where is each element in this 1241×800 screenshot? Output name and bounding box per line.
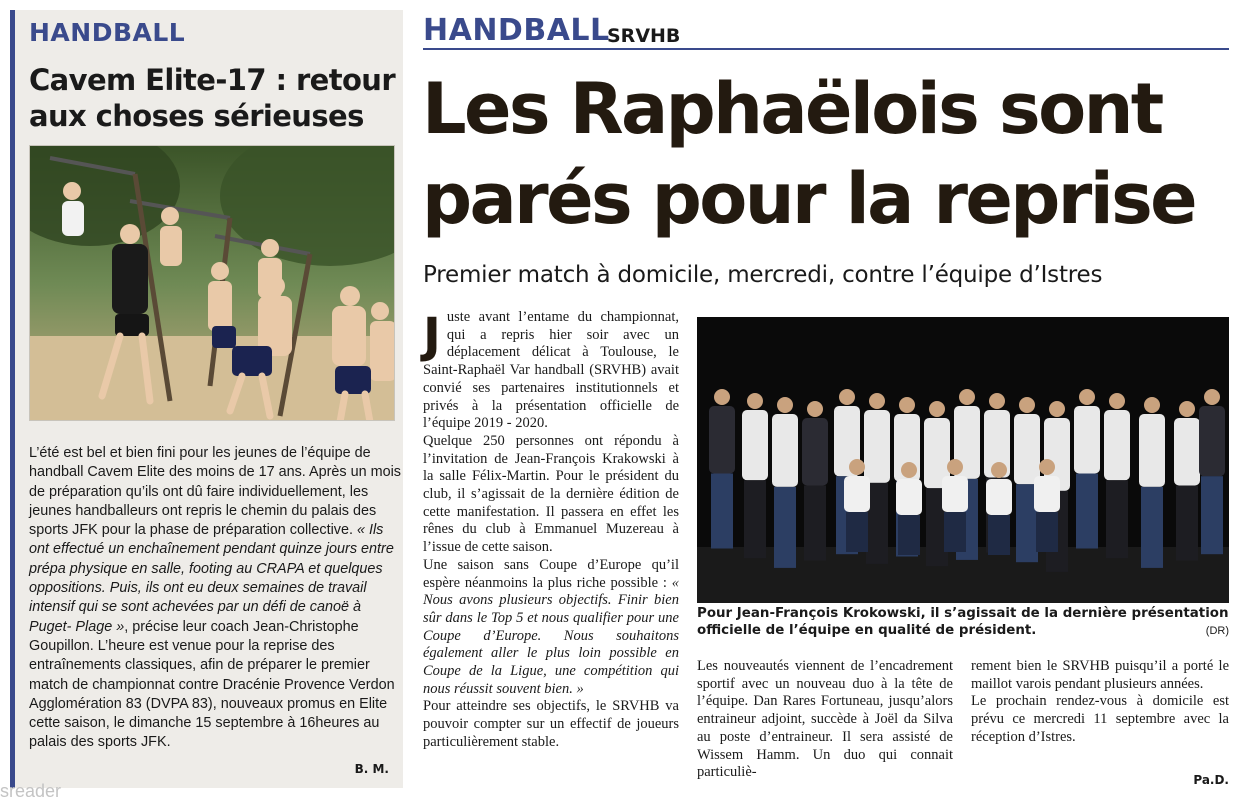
person-legs	[944, 512, 966, 552]
person-body	[896, 479, 922, 515]
paragraph	[423, 557, 679, 699]
person-legs	[1141, 487, 1163, 568]
person-legs	[898, 515, 920, 555]
person-legs	[744, 480, 766, 558]
main-article-kicker: HANDBALL	[423, 13, 610, 48]
person-body	[742, 410, 768, 480]
paragraph	[423, 433, 679, 557]
person-legs	[988, 515, 1010, 555]
side-article-quote: « Ils ont effectué un enchaînement pendant quinze jours entre prépa physique en salle, footing au CRAPA et quelques oppositions. Puis, ils ont eu deux semaines de travail intensif qui se sont achevées par un défi de canoë à Puget- Plage »	[29, 522, 394, 635]
person-body	[1074, 406, 1100, 474]
training-photo	[29, 145, 395, 421]
person-body	[844, 476, 870, 512]
person-body	[1139, 414, 1165, 487]
person-body	[802, 418, 828, 486]
person-body	[1034, 476, 1060, 512]
person-head	[1204, 389, 1220, 405]
person-body	[1199, 406, 1225, 476]
person-head	[777, 397, 793, 413]
person-legs	[1036, 512, 1058, 552]
person-head	[849, 459, 865, 475]
side-article-kicker: HANDBALL	[29, 18, 186, 47]
person-head	[947, 459, 963, 475]
person-head	[714, 389, 730, 405]
paragraph	[423, 309, 679, 433]
side-article	[10, 10, 403, 788]
person-body	[1104, 410, 1130, 480]
main-article-deck: Premier match à domicile, mercredi, contre l’équipe d’Istres	[423, 262, 1103, 288]
watermark: sreader	[0, 781, 62, 800]
paragraph	[423, 698, 679, 751]
person-head	[839, 389, 855, 405]
main-article-byline: Pa.D.	[1193, 773, 1229, 787]
side-article-body-part: , précise leur coach Jean-Christophe Goupillon. L’heure est venue pour la reprise des entraînements classiques, afin de préparer le premier match de championnat contre Dracénie Provence Verdon Agglomération 83 (DVPA 83), nouveaux promus en Elite cette saison, le dimanche 15 septembre à 16heures au palais des sports JFK.	[29, 618, 395, 751]
person-head	[959, 389, 975, 405]
main-article-title: Les Raphaëlois sont parés pour la reprise	[422, 68, 1196, 240]
person-head	[929, 401, 945, 417]
person-head	[1179, 401, 1195, 417]
person-body	[864, 410, 890, 483]
side-article-headline: Cavem Elite-17 : retour aux choses sérieuses	[29, 63, 396, 133]
dropcap: J	[423, 308, 441, 364]
person-body	[942, 476, 968, 512]
person-legs	[1106, 480, 1128, 558]
paragraph-text: Une saison sans Coupe d’Europe qu’il espère néanmoins la plus riche possible :	[423, 556, 679, 591]
main-article-header	[423, 10, 1229, 50]
person-body	[772, 414, 798, 487]
training-photo-illustration	[30, 146, 395, 421]
person-legs	[1076, 474, 1098, 549]
person-head	[989, 393, 1005, 409]
person-head	[1144, 397, 1160, 413]
person-head	[1019, 397, 1035, 413]
side-article-byline: B. M.	[354, 762, 389, 776]
president-quote: « Nous avons plusieurs objectifs. Finir bien sûr dans le Top 5 et nous qualifier pour une Coupe d’Europe. Nous souhaitons également aller le plus loin possible en Coupe de la Ligue, une compétition qui nous réussit souvent bien. »	[423, 574, 679, 697]
main-article-column-2: Les nouveautés viennent de l’encadrement sportif avec un nouveau duo à la tête de l’équipe. Dan Rares Fortuneau, jusqu’alors entraineur adjoint, succède à Joël da Silva au poste d’entraineur. Il sera assisté de Wissem Hamm. Un duo qui connait particuliè-	[697, 658, 953, 781]
person-body	[1174, 418, 1200, 486]
main-article-column-3	[971, 658, 1229, 747]
person-head	[1049, 401, 1065, 417]
person-legs	[846, 512, 868, 552]
paragraph: rement bien le SRVHB puisqu’il a porté le maillot varois pendant plusieurs années.	[971, 658, 1229, 692]
person-legs	[774, 487, 796, 568]
side-article-body	[29, 444, 403, 753]
person-head	[901, 462, 917, 478]
photo-caption: Pour Jean-François Krokowski, il s’agissait de la dernière présentation officielle de l’équipe en qualité de président.	[697, 606, 1229, 638]
paragraph-text: Quelque 250 personnes ont répondu à l’invitation de Jean-François Krakowski à la salle Félix-Martin. Pour le président du club, il s’agissait de la dernière édition de cette manifestation. Il passera en effet les rênes du club à Emmanuel Muzereau à l’issue de cette saison.	[423, 432, 679, 556]
person-legs	[1176, 486, 1198, 561]
person-head	[747, 393, 763, 409]
person-legs	[711, 474, 733, 549]
paragraph: Le prochain rendez-vous à domicile est prévu ce mercredi 11 septembre avec la réception d’Istres.	[971, 693, 1229, 745]
person-body	[986, 479, 1012, 515]
team-photo-illustration	[697, 317, 1229, 603]
person-head	[1039, 459, 1055, 475]
person-legs	[804, 486, 826, 561]
person-head	[1079, 389, 1095, 405]
person-head	[1109, 393, 1125, 409]
paragraph-text: uste avant l’entame du championnat, qui a repris hier soir avec un déplacement délicat à Toulouse, le Saint-Raphaël Var handball (SRVHB) avait convié ses partenaires institutionnels et privés à la présentation officielle de l’équipe 2019 - 2020.	[423, 309, 679, 432]
person-head	[869, 393, 885, 409]
person-head	[899, 397, 915, 413]
photo-credit: (DR)	[1205, 625, 1229, 637]
person-head	[991, 462, 1007, 478]
team-photo	[697, 317, 1229, 603]
main-article-column-1	[423, 309, 679, 752]
side-article-body-part: L’été est bel et bien fini pour les jeunes de l’équipe de handball Cavem Elite des moins de 17 ans. Après un mois de préparation qu’ils ont dû faire individuellement, les jeunes handballeurs ont repris le chemin du palais des sports JFK pour la phase de préparation collective.	[29, 445, 401, 539]
person-body	[1014, 414, 1040, 484]
person-legs	[1201, 476, 1223, 554]
person-head	[807, 401, 823, 417]
main-article-kicker-sub: SRVHB	[607, 25, 681, 47]
person-body	[709, 406, 735, 474]
paragraph-text: Pour atteindre ses objectifs, le SRVHB va pouvoir compter sur un effectif de joueurs particulièrement stable.	[423, 698, 679, 750]
